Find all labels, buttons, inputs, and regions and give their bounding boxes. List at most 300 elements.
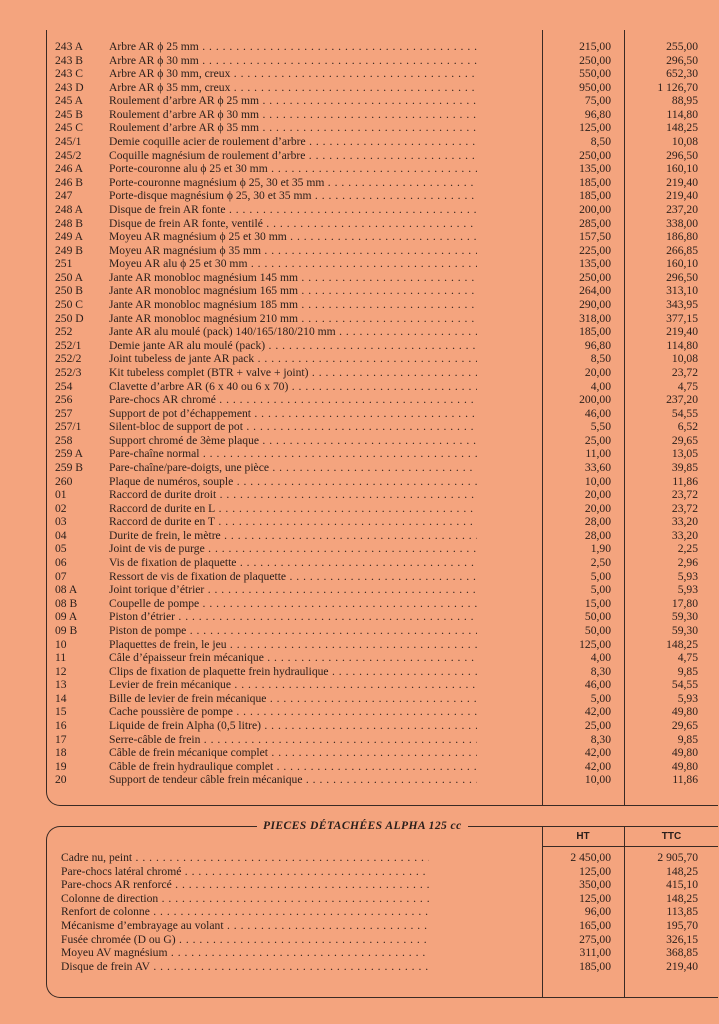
table-row (47, 339, 718, 353)
table-row (47, 135, 718, 149)
part-code: 257 (55, 406, 73, 420)
price-ht: 50,00 (584, 610, 611, 624)
table-row (47, 67, 718, 81)
part-description: Coquille magnésium de roulement d’arbre . . . (109, 149, 477, 163)
part-description: Plaque de numéros, souple . . . (109, 475, 477, 489)
price-ttc: 343,95 (666, 298, 698, 312)
price-ht: 285,00 (579, 216, 611, 230)
part-description: Arbre AR ϕ 35 mm, creux . . . (109, 81, 477, 95)
table-row (47, 960, 718, 974)
part-code: 03 (55, 515, 67, 529)
part-description: Moyeu AR magnésium ϕ 35 mm . . . (109, 244, 477, 258)
header-divider (542, 846, 718, 847)
price-ht: 950,00 (579, 80, 611, 94)
part-code: 08 B (55, 596, 78, 610)
price-ttc: 313,10 (666, 284, 698, 298)
part-code: 250 C (55, 298, 84, 312)
part-code: 11 (55, 651, 67, 665)
price-ht: 165,00 (579, 919, 611, 932)
part-code: 243 D (55, 80, 84, 94)
table-row (47, 352, 718, 366)
price-ht: 5,00 (590, 691, 611, 705)
price-ht: 75,00 (584, 94, 611, 108)
price-ttc: 39,85 (671, 460, 698, 474)
part-description: Jante AR monobloc magnésium 145 mm . . . (109, 271, 477, 285)
table-row (47, 298, 718, 312)
part-description: Piston de pompe . . . (109, 624, 477, 638)
price-ht: 50,00 (584, 623, 611, 637)
table-row (47, 488, 718, 502)
price-ttc: 148,25 (666, 637, 698, 651)
table-row (47, 746, 718, 760)
price-ht: 8,50 (590, 135, 611, 149)
price-ht: 550,00 (579, 67, 611, 81)
price-ttc: 5,93 (677, 691, 698, 705)
part-description: Clips de fixation de plaquette frein hydraulique . . . (109, 665, 477, 679)
price-ht: 157,50 (579, 230, 611, 244)
part-description: Plaquettes de frein, le jeu . . . (109, 638, 477, 652)
part-code: 256 (55, 393, 73, 407)
table-row (47, 81, 718, 95)
price-ttc: 23,72 (671, 365, 698, 379)
price-ht: 185,00 (579, 175, 611, 189)
price-ht: 350,00 (579, 878, 611, 892)
price-ht: 42,00 (584, 759, 611, 773)
part-code: 243 A (55, 40, 84, 53)
part-description: Câble de frein mécanique complet . . . (109, 746, 477, 760)
table-row (47, 407, 718, 421)
part-code: 243 B (55, 53, 84, 67)
part-description: Pare-chaîne normal . . . (109, 447, 477, 461)
part-description: Demie coquille acier de roulement d’arbre . . . (109, 135, 477, 149)
price-ttc: 114,80 (666, 107, 698, 121)
part-code: 09 B (55, 623, 78, 637)
part-description: Porte-couronne alu ϕ 25 et 30 mm . . . (109, 162, 477, 176)
part-description: Porte-disque magnésium ϕ 25, 30 et 35 mm . . . (109, 189, 477, 203)
part-description: Joint tubeless de jante AR pack . . . (109, 352, 477, 366)
part-code: 249 A (55, 230, 84, 244)
ht-column-header: HT (576, 831, 590, 842)
part-code: 246 A (55, 162, 84, 176)
price-ttc: 4,75 (677, 651, 698, 665)
price-ttc: 54,55 (671, 406, 698, 420)
price-ht: 4,00 (590, 651, 611, 665)
price-ht: 250,00 (579, 148, 611, 162)
price-ttc: 29,65 (671, 719, 698, 732)
price-ttc: 33,20 (671, 528, 698, 542)
price-ht: 125,00 (579, 891, 611, 905)
part-description: Raccord de durite droit . . . (109, 488, 477, 502)
table-row (47, 380, 718, 394)
rear-parts-table (46, 30, 718, 806)
price-ht: 311,00 (579, 946, 611, 960)
price-ht: 42,00 (584, 705, 611, 719)
table-row (47, 905, 718, 919)
price-ht: 28,00 (584, 528, 611, 542)
table-row (47, 40, 718, 54)
table-row (47, 610, 718, 624)
part-description: Serre-câble de frein . . . (109, 733, 477, 747)
table-row (47, 230, 718, 244)
table-row (47, 624, 718, 638)
part-code: 01 (55, 488, 67, 502)
table-row (47, 665, 718, 679)
part-description: Disque de frein AR fonte, ventilé . . . (109, 217, 477, 231)
price-ttc: 9,85 (677, 664, 698, 678)
table-row (47, 257, 718, 271)
price-ht: 185,00 (579, 959, 611, 973)
price-ttc: 9,85 (677, 732, 698, 746)
table-row (47, 447, 718, 461)
price-ttc: 377,15 (666, 311, 698, 325)
part-description: Porte-couronne magnésium ϕ 25, 30 et 35 mm . . . (109, 176, 477, 190)
price-ttc: 219,40 (666, 189, 698, 203)
part-description: Pare-chaîne/pare-doigts, une pièce . . . (109, 461, 477, 475)
table-row (47, 393, 718, 407)
price-ttc: 296,50 (666, 53, 698, 67)
part-description: Vis de fixation de plaquette . . . (109, 556, 477, 570)
part-code: 14 (55, 691, 67, 705)
part-code: 09 A (55, 610, 78, 624)
part-description: Arbre AR ϕ 25 mm . . . (109, 40, 477, 54)
table-row (47, 149, 718, 163)
part-code: 247 (55, 189, 73, 203)
price-ttc: 186,80 (666, 230, 698, 244)
price-ht: 200,00 (579, 393, 611, 407)
part-description: Joint de vis de purge . . . (109, 542, 477, 556)
part-description: Roulement d’arbre AR ϕ 30 mm . . . (109, 108, 477, 122)
price-ht: 8,30 (590, 732, 611, 746)
part-code: 250 A (55, 270, 84, 284)
price-ttc: 219,40 (666, 959, 698, 973)
price-ht: 250,00 (579, 53, 611, 67)
price-ht: 125,00 (579, 637, 611, 651)
price-ttc: 160,10 (666, 257, 698, 271)
price-ttc: 237,20 (666, 393, 698, 407)
part-code: 259 A (55, 447, 84, 461)
price-ttc: 296,50 (666, 148, 698, 162)
part-code: 05 (55, 542, 67, 556)
price-ht: 275,00 (579, 932, 611, 946)
table-row (47, 919, 718, 933)
part-code: 08 A (55, 583, 78, 597)
part-code: 06 (55, 556, 67, 570)
table-row (47, 176, 718, 190)
table-row (47, 244, 718, 258)
part-description: Levier de frein mécanique . . . (109, 678, 477, 692)
price-ht: 96,00 (584, 905, 611, 919)
part-description: Bille de levier de frein mécanique . . . (109, 692, 477, 706)
price-ht: 8,30 (590, 664, 611, 678)
price-ht: 96,80 (584, 107, 611, 121)
price-ttc: 6,52 (677, 420, 698, 434)
price-ttc: 33,20 (671, 515, 698, 529)
part-code: 02 (55, 501, 67, 515)
price-ttc: 266,85 (666, 243, 698, 257)
part-code: 252 (55, 325, 73, 339)
part-description: Cache poussière de pompe . . . (109, 705, 477, 719)
table-row (47, 325, 718, 339)
table-row (47, 773, 718, 787)
part-description: Support chromé de 3ème plaque . . . (109, 434, 477, 448)
part-code: 250 B (55, 284, 84, 298)
part-description: Kit tubeless complet (BTR + valve + joint) . . . (109, 366, 477, 380)
part-description: Support de tendeur câble frein mécanique . . . (109, 773, 477, 787)
price-ht: 20,00 (584, 501, 611, 515)
part-code: 245 C (55, 121, 84, 135)
part-code: 04 (55, 528, 67, 542)
part-code: 15 (55, 705, 67, 719)
part-code: 257/1 (55, 420, 82, 434)
price-ttc: 59,30 (671, 610, 698, 624)
part-code: 10 (55, 637, 67, 651)
table-row (47, 597, 718, 611)
price-ttc: 5,93 (677, 583, 698, 597)
table-row (47, 933, 718, 947)
table-row (47, 705, 718, 719)
table-row (47, 54, 718, 68)
part-code: 07 (55, 569, 67, 583)
price-ttc: 54,55 (671, 678, 698, 692)
price-ht: 290,00 (579, 298, 611, 312)
price-ht: 225,00 (579, 243, 611, 257)
price-ttc: 237,20 (666, 202, 698, 216)
part-code: 260 (55, 474, 73, 488)
price-ttc: 11,86 (672, 474, 698, 488)
part-code: 18 (55, 746, 67, 760)
table-row (47, 94, 718, 108)
part-description: Cadre nu, peint . . . (61, 851, 429, 865)
price-ttc: 29,65 (671, 433, 698, 447)
part-description: Durite de frein, le mètre . . . (109, 529, 477, 543)
part-code: 19 (55, 759, 67, 773)
part-description: Arbre AR ϕ 30 mm, creux . . . (109, 67, 477, 81)
price-ht: 10,00 (584, 773, 611, 787)
part-description: Clavette d’arbre AR (6 x 40 ou 6 x 70) . . . (109, 380, 477, 394)
table-row (47, 892, 718, 906)
price-ttc: 10,08 (671, 352, 698, 366)
price-ht: 1,90 (590, 542, 611, 556)
part-description: Renfort de colonne . . . (61, 905, 429, 919)
price-ht: 135,00 (579, 257, 611, 271)
price-ttc: 296,50 (666, 270, 698, 284)
table-row (47, 434, 718, 448)
price-ttc: 23,72 (671, 501, 698, 515)
part-description: Arbre AR ϕ 30 mm . . . (109, 54, 477, 68)
part-description: Mécanisme d’embrayage au volant . . . (61, 919, 429, 933)
part-description: Jante AR monobloc magnésium 185 mm . . . (109, 298, 477, 312)
part-description: Ressort de vis de fixation de plaquette . . . (109, 570, 477, 584)
part-code: 12 (55, 664, 67, 678)
table-row (47, 475, 718, 489)
price-ht: 28,00 (584, 515, 611, 529)
price-ttc: 2,25 (677, 542, 698, 556)
table-row (47, 878, 718, 892)
price-ttc: 11,86 (672, 773, 698, 787)
table-row (47, 284, 718, 298)
part-code: 248 B (55, 216, 84, 230)
table-row (47, 420, 718, 434)
part-description: Câble de frein hydraulique complet . . . (109, 760, 477, 774)
price-ht: 185,00 (579, 325, 611, 339)
price-ttc: 255,00 (666, 40, 698, 53)
price-ht: 264,00 (579, 284, 611, 298)
price-ht: 42,00 (584, 746, 611, 760)
table-row (47, 542, 718, 556)
price-ttc: 88,95 (671, 94, 698, 108)
table-row (47, 162, 718, 176)
table-row (47, 189, 718, 203)
part-description: Jante AR monobloc magnésium 165 mm . . . (109, 284, 477, 298)
price-ht: 318,00 (579, 311, 611, 325)
price-ttc: 148,25 (666, 864, 698, 878)
part-description: Câle d’épaisseur frein mécanique . . . (109, 651, 477, 665)
part-description: Raccord de durite en T . . . (109, 515, 477, 529)
table-row (47, 515, 718, 529)
price-ttc: 2 905,70 (657, 851, 698, 864)
price-ttc: 49,80 (671, 705, 698, 719)
part-code: 258 (55, 433, 73, 447)
price-ttc: 148,25 (666, 891, 698, 905)
price-ttc: 219,40 (666, 325, 698, 339)
part-code: 245 A (55, 94, 84, 108)
part-code: 254 (55, 379, 73, 393)
table-row (47, 271, 718, 285)
price-ttc: 49,80 (671, 746, 698, 760)
part-description: Pare-chocs latéral chromé . . . (61, 865, 429, 879)
part-code: 252/1 (55, 338, 82, 352)
part-code: 20 (55, 773, 67, 787)
part-code: 259 B (55, 460, 84, 474)
part-description: Pare-chocs AR chromé . . . (109, 393, 477, 407)
table-row (47, 851, 718, 865)
price-ht: 5,00 (590, 569, 611, 583)
table-row (47, 529, 718, 543)
part-code: 246 B (55, 175, 84, 189)
price-ttc: 415,10 (666, 878, 698, 892)
price-ht: 15,00 (584, 596, 611, 610)
part-code: 13 (55, 678, 67, 692)
price-ht: 33,60 (584, 460, 611, 474)
part-description: Silent-bloc de support de pot . . . (109, 420, 477, 434)
price-ttc: 5,93 (677, 569, 698, 583)
price-ht: 2,50 (590, 556, 611, 570)
part-description: Pare-chocs AR renforcé . . . (61, 878, 429, 892)
price-ht: 10,00 (584, 474, 611, 488)
part-code: 245 B (55, 107, 84, 121)
table-row (47, 583, 718, 597)
price-ht: 2 450,00 (570, 851, 611, 864)
part-description: Joint torique d’étrier . . . (109, 583, 477, 597)
price-ht: 11,00 (585, 447, 611, 461)
price-ht: 125,00 (579, 121, 611, 135)
price-ht: 125,00 (579, 864, 611, 878)
part-description: Moyeu AV magnésium . . . (61, 946, 429, 960)
part-code: 248 A (55, 202, 84, 216)
price-ttc: 10,08 (671, 135, 698, 149)
table-row (47, 108, 718, 122)
price-ttc: 2,96 (677, 556, 698, 570)
table-row (47, 678, 718, 692)
part-code: 251 (55, 257, 73, 271)
price-ttc: 17,80 (671, 596, 698, 610)
price-ht: 8,50 (590, 352, 611, 366)
alpha-parts-table (46, 819, 718, 998)
price-ttc: 338,00 (666, 216, 698, 230)
part-code: 245/1 (55, 135, 82, 149)
part-description: Disque de frein AR fonte . . . (109, 203, 477, 217)
part-description: Coupelle de pompe . . . (109, 597, 477, 611)
price-ht: 5,50 (590, 420, 611, 434)
part-code: 16 (55, 719, 67, 732)
table-row (47, 461, 718, 475)
part-description: Raccord de durite en L . . . (109, 502, 477, 516)
part-description: Demie jante AR alu moulé (pack) . . . (109, 339, 477, 353)
table-row (47, 121, 718, 135)
price-ttc: 13,05 (671, 447, 698, 461)
table-row (47, 692, 718, 706)
price-ttc: 368,85 (666, 946, 698, 960)
price-ttc: 49,80 (671, 759, 698, 773)
part-description: Colonne de direction . . . (61, 892, 429, 906)
part-code: 249 B (55, 243, 84, 257)
part-code: 252/2 (55, 352, 82, 366)
table-row (47, 366, 718, 380)
table-row (47, 217, 718, 231)
price-ttc: 59,30 (671, 623, 698, 637)
price-ttc: 4,75 (677, 379, 698, 393)
price-ttc: 219,40 (666, 175, 698, 189)
table-row (47, 946, 718, 960)
table-row (47, 502, 718, 516)
part-description: Fusée chromée (D ou G) . . . (61, 933, 429, 947)
part-description: Jante AR alu moulé (pack) 140/165/180/210 mm . . . (109, 325, 477, 339)
price-ttc: 114,80 (666, 338, 698, 352)
table-row (47, 865, 718, 879)
part-description: Jante AR monobloc magnésium 210 mm . . . (109, 312, 477, 326)
part-description: Roulement d’arbre AR ϕ 35 mm . . . (109, 121, 477, 135)
price-ht: 250,00 (579, 270, 611, 284)
alpha-section-title: PIECES DÉTACHÉES ALPHA 125 cc (257, 818, 468, 834)
part-description: Liquide de frein Alpha (0,5 litre) . . . (109, 719, 477, 733)
table-row (47, 651, 718, 665)
table-row (47, 733, 718, 747)
price-ttc: 1 126,70 (657, 80, 698, 94)
price-ttc: 23,72 (671, 488, 698, 502)
table-row (47, 570, 718, 584)
part-code: 245/2 (55, 148, 82, 162)
price-ht: 185,00 (579, 189, 611, 203)
price-ht: 96,80 (584, 338, 611, 352)
table-row (47, 312, 718, 326)
price-ttc: 326,15 (666, 932, 698, 946)
price-ht: 135,00 (579, 162, 611, 176)
table-row (47, 203, 718, 217)
price-ttc: 195,70 (666, 919, 698, 932)
price-ht: 20,00 (584, 365, 611, 379)
ttc-column-header: TTC (661, 831, 682, 842)
price-ht: 5,00 (590, 583, 611, 597)
table-row (47, 638, 718, 652)
table-row (47, 760, 718, 774)
part-code: 252/3 (55, 365, 82, 379)
price-ht: 25,00 (584, 433, 611, 447)
price-ttc: 652,30 (666, 67, 698, 81)
price-ttc: 148,25 (666, 121, 698, 135)
part-description: Piston d’étrier . . . (109, 610, 477, 624)
part-code: 17 (55, 732, 67, 746)
price-ht: 46,00 (584, 678, 611, 692)
